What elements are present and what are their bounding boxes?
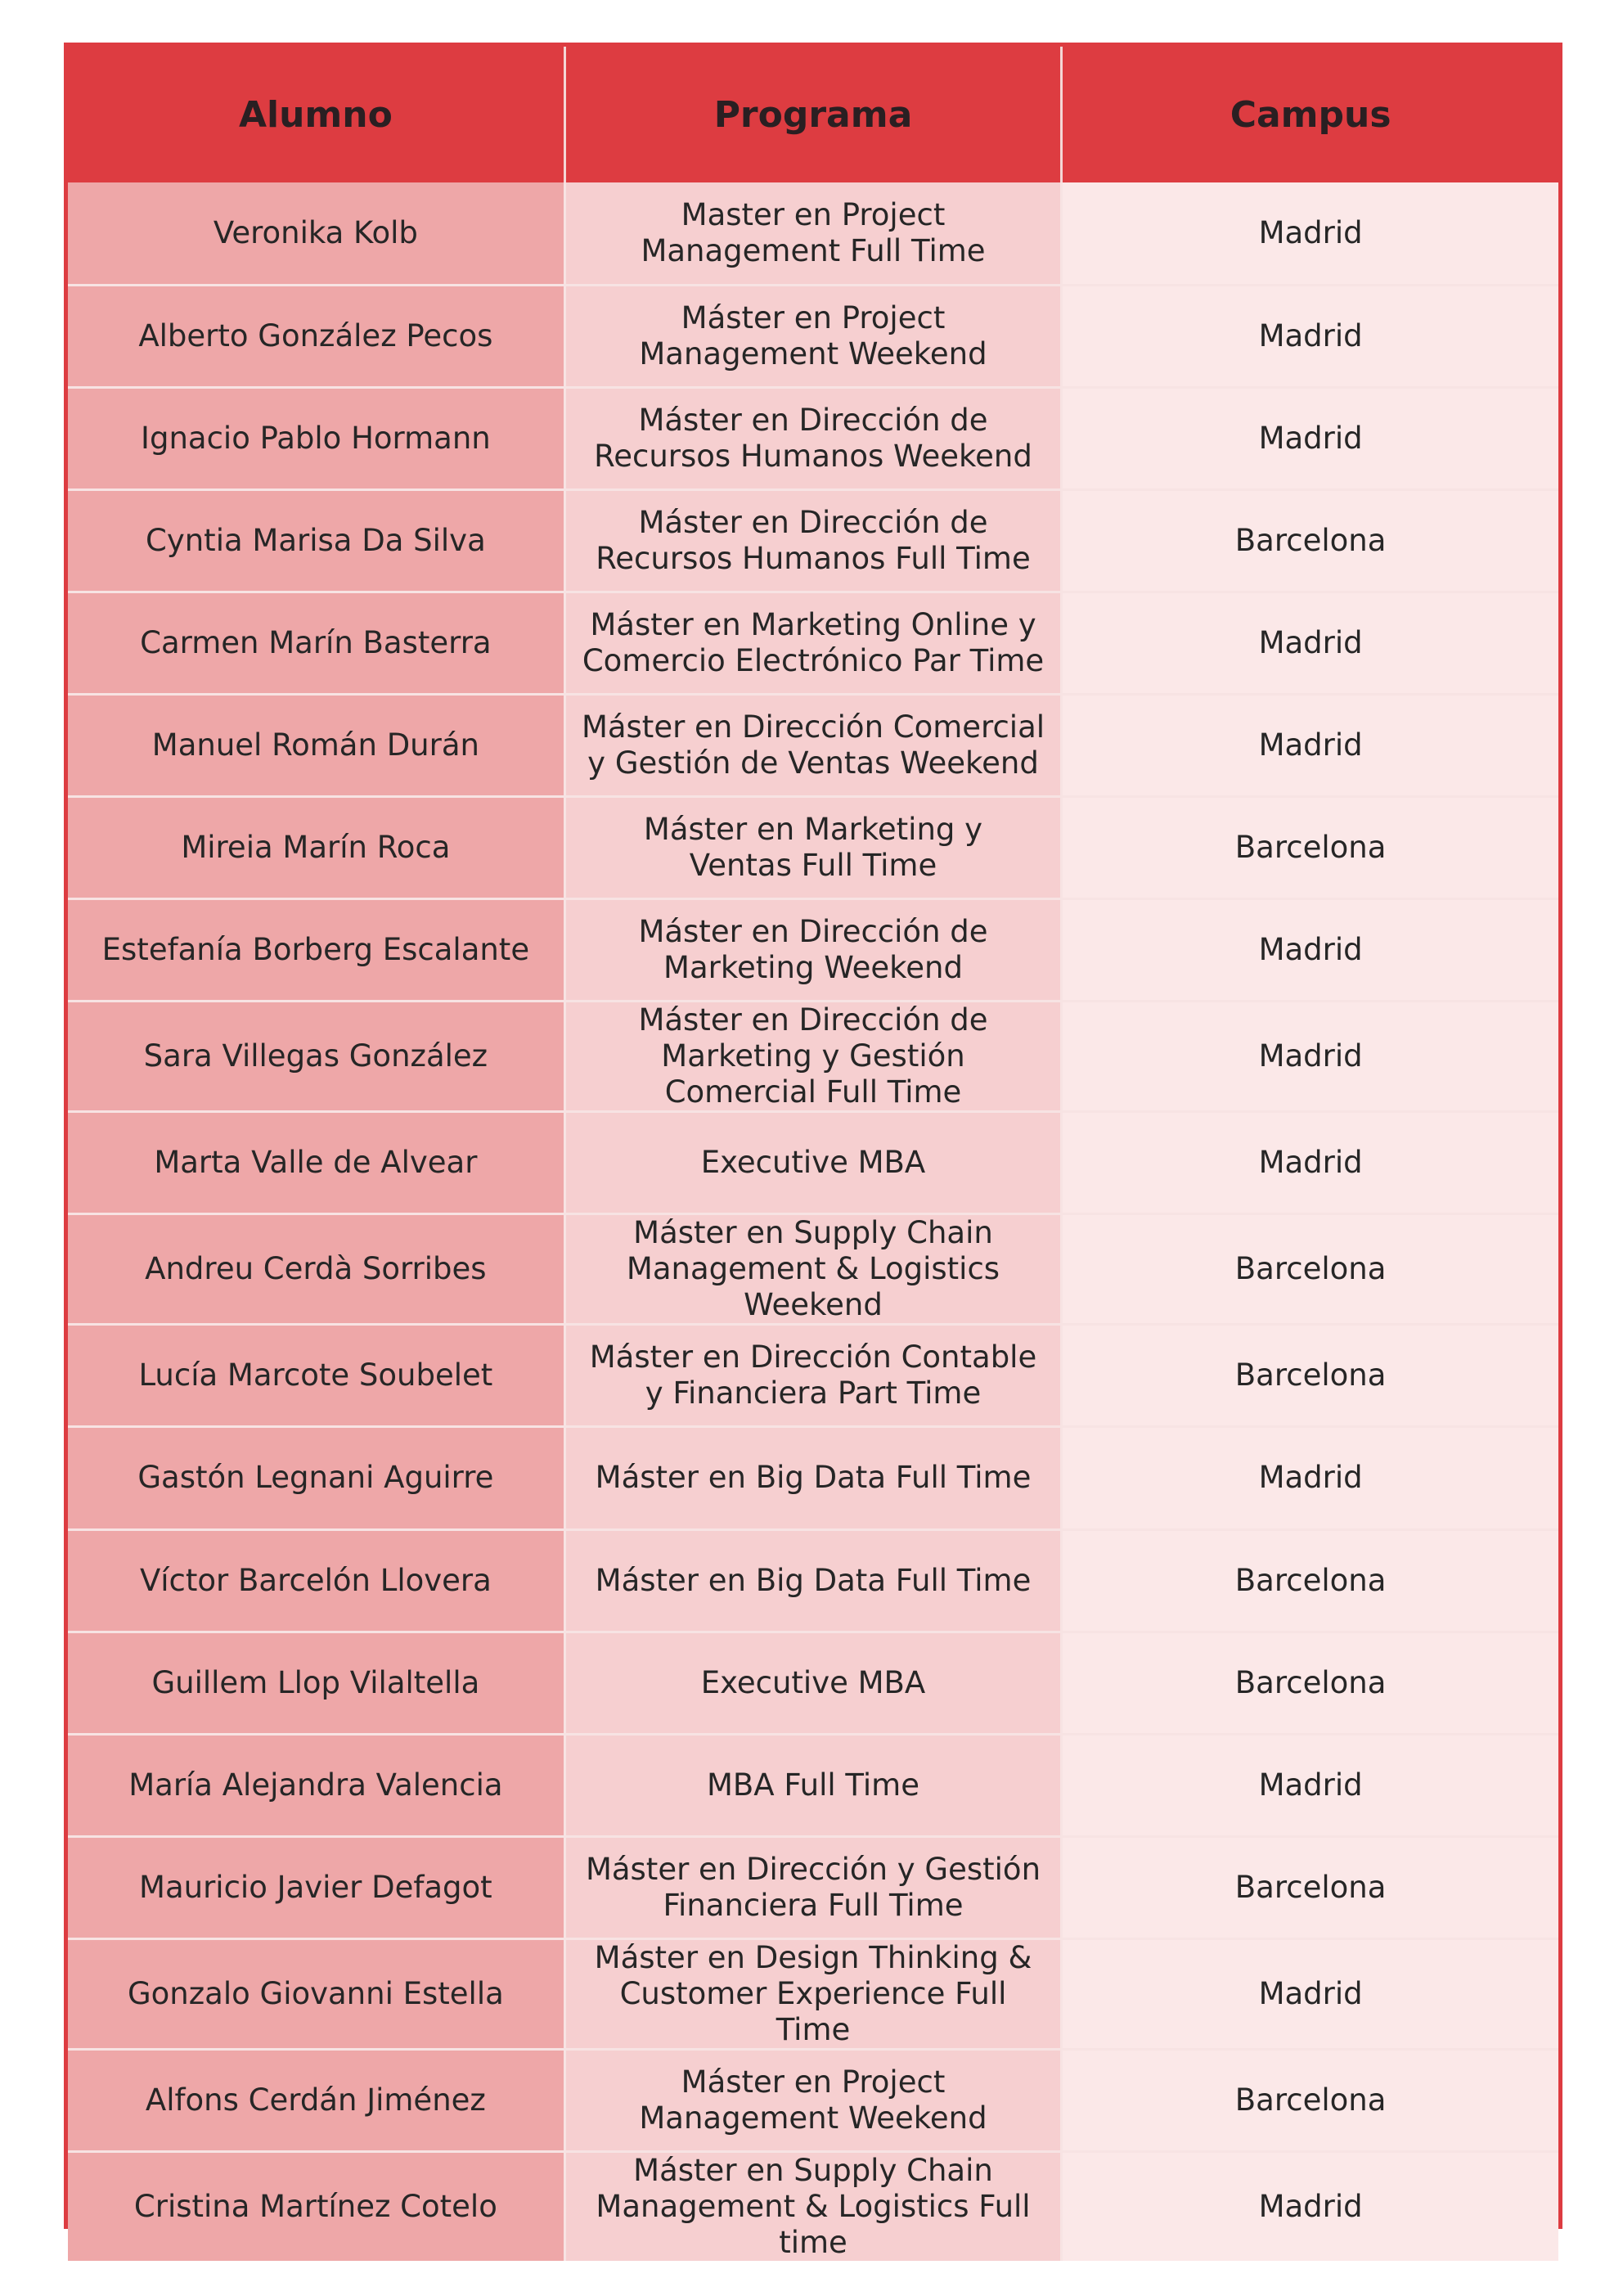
cell-alumno: Cyntia Marisa Da Silva <box>68 489 564 592</box>
table-row <box>68 1112 1558 1214</box>
table-row <box>68 2152 1558 2262</box>
cell-campus: Madrid <box>1062 1427 1558 1529</box>
cell-alumno: Ignacio Pablo Hormann <box>68 387 564 489</box>
table-body <box>68 182 1558 2261</box>
cell-alumno: Alberto González Pecos <box>68 285 564 387</box>
cell-programa: Máster en Dirección de Marketing y Gestión Comercial Full Time <box>564 1002 1061 1112</box>
cell-campus: Madrid <box>1062 387 1558 489</box>
students-table-frame <box>64 43 1562 2260</box>
cell-programa: Máster en Design Thinking & Customer Experience Full Time <box>564 1938 1061 2049</box>
cell-alumno: Guillem Llop Vilaltella <box>68 1632 564 1734</box>
table-row <box>68 1734 1558 1836</box>
cell-campus: Barcelona <box>1062 797 1558 899</box>
cell-programa: Máster en Project Management Weekend <box>564 285 1061 387</box>
cell-alumno: Veronika Kolb <box>68 182 564 285</box>
cell-campus: Madrid <box>1062 1002 1558 1112</box>
cell-alumno: Manuel Román Durán <box>68 694 564 796</box>
cell-programa: Executive MBA <box>564 1632 1061 1734</box>
cell-alumno: Gonzalo Giovanni Estella <box>68 1938 564 2049</box>
table-row <box>68 1002 1558 1112</box>
cell-alumno: Andreu Cerdà Sorribes <box>68 1214 564 1325</box>
table-row <box>68 1325 1558 1427</box>
students-table <box>68 47 1558 2261</box>
column-header-campus: Campus <box>1062 47 1558 182</box>
cell-programa: Máster en Marketing Online y Comercio Electrónico Par Time <box>564 592 1061 694</box>
table-row <box>68 182 1558 285</box>
cell-programa: Máster en Big Data Full Time <box>564 1427 1061 1529</box>
cell-campus: Madrid <box>1062 1938 1558 2049</box>
table-row <box>68 592 1558 694</box>
table-row <box>68 1632 1558 1734</box>
cell-alumno: Alfons Cerdán Jiménez <box>68 2049 564 2151</box>
cell-programa: MBA Full Time <box>564 1734 1061 1836</box>
table-row <box>68 1427 1558 1529</box>
cell-programa: Máster en Project Management Weekend <box>564 2049 1061 2151</box>
cell-alumno: Estefanía Borberg Escalante <box>68 899 564 1002</box>
cell-campus: Barcelona <box>1062 1836 1558 1938</box>
cell-alumno: Sara Villegas González <box>68 1002 564 1112</box>
table-row <box>68 1938 1558 2049</box>
table-row <box>68 1529 1558 1632</box>
cell-campus: Madrid <box>1062 2152 1558 2262</box>
cell-alumno: Mauricio Javier Defagot <box>68 1836 564 1938</box>
cell-alumno: Lucía Marcote Soubelet <box>68 1325 564 1427</box>
table-row <box>68 489 1558 592</box>
cell-campus: Madrid <box>1062 1112 1558 1214</box>
cell-alumno: María Alejandra Valencia <box>68 1734 564 1836</box>
table-row <box>68 797 1558 899</box>
table-row <box>68 1836 1558 1938</box>
column-header-alumno: Alumno <box>68 47 564 182</box>
cell-programa: Máster en Dirección Contable y Financiera Part Time <box>564 1325 1061 1427</box>
column-header-programa: Programa <box>564 47 1061 182</box>
cell-campus: Barcelona <box>1062 1529 1558 1632</box>
cell-programa: Máster en Dirección y Gestión Financiera Full Time <box>564 1836 1061 1938</box>
cell-campus: Madrid <box>1062 285 1558 387</box>
cell-campus: Barcelona <box>1062 1214 1558 1325</box>
table-row <box>68 694 1558 796</box>
cell-programa: Máster en Dirección de Recursos Humanos Full Time <box>564 489 1061 592</box>
table-row <box>68 2049 1558 2151</box>
cell-alumno: Gastón Legnani Aguirre <box>68 1427 564 1529</box>
cell-alumno: Mireia Marín Roca <box>68 797 564 899</box>
table-row <box>68 1214 1558 1325</box>
cell-alumno: Marta Valle de Alvear <box>68 1112 564 1214</box>
cell-programa: Máster en Dirección de Marketing Weekend <box>564 899 1061 1002</box>
cell-programa: Máster en Dirección de Recursos Humanos Weekend <box>564 387 1061 489</box>
table-row <box>68 387 1558 489</box>
cell-campus: Madrid <box>1062 592 1558 694</box>
cell-programa: Máster en Marketing y Ventas Full Time <box>564 797 1061 899</box>
cell-programa: Máster en Big Data Full Time <box>564 1529 1061 1632</box>
cell-alumno: Cristina Martínez Cotelo <box>68 2152 564 2262</box>
table-row <box>68 899 1558 1002</box>
cell-programa: Máster en Supply Chain Management & Logistics Full time <box>564 2152 1061 2262</box>
cell-programa: Master en Project Management Full Time <box>564 182 1061 285</box>
cell-campus: Madrid <box>1062 694 1558 796</box>
cell-alumno: Carmen Marín Basterra <box>68 592 564 694</box>
cell-programa: Máster en Supply Chain Management & Logistics Weekend <box>564 1214 1061 1325</box>
cell-campus: Madrid <box>1062 899 1558 1002</box>
cell-campus: Barcelona <box>1062 2049 1558 2151</box>
cell-campus: Barcelona <box>1062 1632 1558 1734</box>
table-row <box>68 285 1558 387</box>
cell-programa: Executive MBA <box>564 1112 1061 1214</box>
table-header-row <box>68 47 1558 182</box>
cell-alumno: Víctor Barcelón Llovera <box>68 1529 564 1632</box>
cell-programa: Máster en Dirección Comercial y Gestión de Ventas Weekend <box>564 694 1061 796</box>
cell-campus: Barcelona <box>1062 489 1558 592</box>
cell-campus: Madrid <box>1062 182 1558 285</box>
cell-campus: Barcelona <box>1062 1325 1558 1427</box>
cell-campus: Madrid <box>1062 1734 1558 1836</box>
